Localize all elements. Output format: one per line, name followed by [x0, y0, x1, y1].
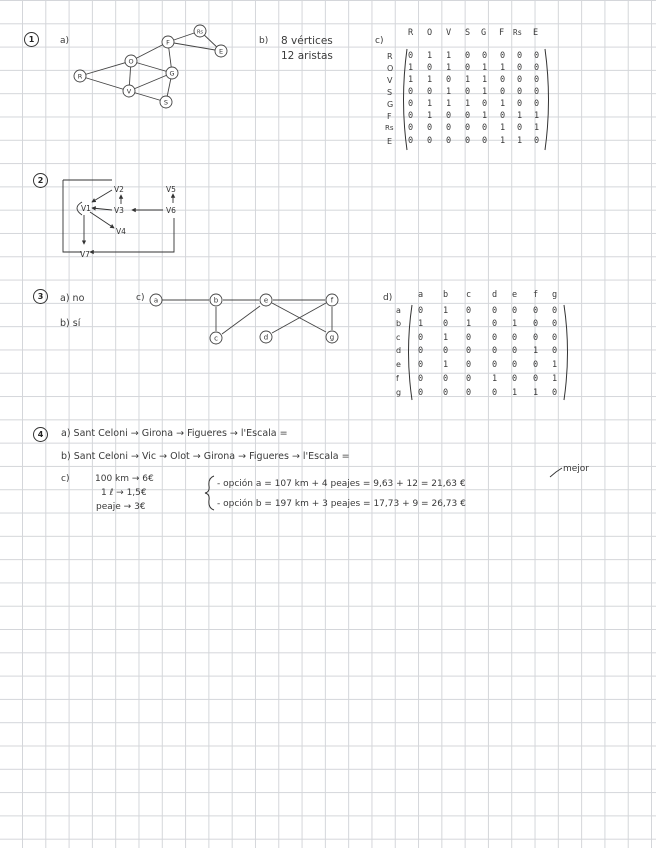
ex3-matrix-cell-2-4: 0	[512, 333, 518, 343]
ex4-route-b: b) Sant Celoni → Vic → Olot → Girona → Figueres → l'Escala =	[61, 451, 350, 462]
ex3-matrix-cell-4-6: 1	[552, 360, 558, 370]
ex1-node-label-E: E	[218, 47, 224, 56]
ex1-matrix-cell-0-5: 0	[500, 51, 506, 61]
ex3-matrix-cell-2-2: 0	[466, 333, 472, 343]
ex4-curly-brace	[205, 476, 214, 510]
ex3-matrix-cell-0-4: 0	[512, 306, 518, 316]
ex3-part-b-answer: b) sí	[60, 318, 81, 329]
ex2-node-v4: V4	[116, 227, 126, 236]
ex1-matrix-cell-7-2: 0	[446, 136, 452, 146]
ex3-col-header-b: b	[443, 290, 449, 300]
ex3-matrix-cell-5-5: 0	[533, 374, 539, 384]
ex1-matrix-cell-3-6: 0	[517, 87, 523, 97]
ex3-matrix-cell-3-5: 1	[533, 346, 539, 356]
ex1-matrix-cell-1-5: 1	[500, 63, 506, 73]
ex1-matrix-cell-0-4: 0	[482, 51, 488, 61]
ex1-matrix-cell-6-2: 0	[446, 123, 452, 133]
ex1-node-label-R: R	[77, 72, 83, 81]
ex1-matrix-cell-2-1: 1	[427, 75, 433, 85]
ex1-col-header-Rs: Rs	[513, 28, 523, 37]
ex3-matrix-cell-0-3: 0	[492, 306, 498, 316]
ex1-row-header-R: R	[387, 52, 393, 61]
ex1-matrix-cell-0-1: 1	[427, 51, 433, 61]
ex1-matrix-cell-2-4: 1	[482, 75, 488, 85]
ex3-row-header-f: f	[396, 374, 399, 383]
ex1-matrix-cell-5-2: 0	[446, 111, 452, 121]
ex3-matrix-cell-3-2: 0	[466, 346, 472, 356]
ex3-matrix-cell-3-3: 0	[492, 346, 498, 356]
ex3-matrix-cell-3-4: 0	[512, 346, 518, 356]
exercise-4-number: 4	[33, 427, 48, 442]
ex4-rate-litre-price: 1 ℓ → 1,5€	[101, 488, 147, 498]
ex4-route-a: a) Sant Celoni → Girona → Figueres → l'Escala =	[61, 428, 288, 439]
ex2-node-v2: V2	[114, 185, 124, 194]
ex3-matrix-cell-3-6: 0	[552, 346, 558, 356]
ex1-part-c-label: c)	[375, 36, 384, 46]
ex1-row-header-G: G	[387, 100, 394, 109]
ex1-matrix-cell-5-7: 1	[534, 111, 540, 121]
ex1-matrix-cell-3-0: 0	[408, 87, 414, 97]
ex1-matrix-cell-5-0: 0	[408, 111, 414, 121]
ex1-matrix-cell-6-0: 0	[408, 123, 414, 133]
ex1-col-header-F: F	[499, 28, 505, 38]
ex1-matrix-cell-4-2: 1	[446, 99, 452, 109]
ex3-matrix-cell-4-2: 0	[466, 360, 472, 370]
ex3-matrix-cell-0-6: 0	[552, 306, 558, 316]
ex1-matrix-cell-6-1: 0	[427, 123, 433, 133]
ex3-node-label-e: e	[263, 296, 269, 305]
ex1-row-header-O: O	[387, 64, 394, 73]
ex4-part-c-label: c)	[61, 474, 70, 484]
ex1-matrix-cell-7-7: 0	[534, 136, 540, 146]
ex3-matrix-cell-4-1: 1	[443, 360, 449, 370]
ex1-matrix-cell-0-3: 0	[465, 51, 471, 61]
ex4-checkmark-arrow	[550, 468, 562, 477]
ex1-col-header-G: G	[481, 28, 487, 38]
ex1-matrix-cell-3-5: 0	[500, 87, 506, 97]
ex3-matrix-cell-4-4: 0	[512, 360, 518, 370]
ex1-matrix-cell-5-5: 0	[500, 111, 506, 121]
ex3-matrix-cell-2-1: 1	[443, 333, 449, 343]
ex3-matrix-cell-2-5: 0	[533, 333, 539, 343]
ex2-node-v1: V1	[81, 204, 91, 213]
ex1-matrix-cell-4-6: 0	[517, 99, 523, 109]
ex1-row-header-S: S	[387, 88, 393, 97]
ex1-matrix-cell-4-5: 1	[500, 99, 506, 109]
ex3-matrix-cell-2-3: 0	[492, 333, 498, 343]
ex3-matrix-cell-0-5: 0	[533, 306, 539, 316]
ex1-matrix-cell-4-4: 0	[482, 99, 488, 109]
ex3-matrix-cell-5-1: 0	[443, 374, 449, 384]
ex1-matrix-cell-3-7: 0	[534, 87, 540, 97]
ex2-node-v7: V7	[80, 250, 90, 259]
ex3-matrix-cell-1-2: 1	[466, 319, 472, 329]
ex1-matrix-cell-6-5: 1	[500, 123, 506, 133]
ex1-matrix-cell-0-0: 0	[408, 51, 414, 61]
ex3-row-header-b: b	[396, 319, 402, 328]
ex1-matrix-cell-1-4: 1	[482, 63, 488, 73]
ex3-matrix-cell-3-0: 0	[418, 346, 424, 356]
ex1-col-header-E: E	[533, 28, 539, 38]
ex1-matrix-cell-2-6: 0	[517, 75, 523, 85]
ex3-matrix-cell-6-0: 0	[418, 388, 424, 398]
ex1-matrix-cell-1-0: 1	[408, 63, 414, 73]
ex1-matrix-cell-4-7: 0	[534, 99, 540, 109]
ex1-matrix-cell-7-5: 1	[500, 136, 506, 146]
ex3-matrix-cell-1-0: 1	[418, 319, 424, 329]
ex3-matrix-cell-3-1: 0	[443, 346, 449, 356]
ex4-option-a: - opción a = 107 km + 4 peajes = 9,63 + 12 = 21,63 €	[217, 479, 466, 489]
ex1-matrix-cell-4-3: 1	[465, 99, 471, 109]
ex1-matrix-cell-3-4: 1	[482, 87, 488, 97]
ex1-matrix-cell-6-6: 0	[517, 123, 523, 133]
ex3-matrix-cell-0-2: 0	[466, 306, 472, 316]
ex3-node-label-d: d	[263, 333, 269, 342]
ex1-node-label-Rs: Rs	[196, 29, 204, 36]
ex1-node-label-G: G	[169, 69, 175, 78]
exercise-2-number: 2	[33, 173, 48, 188]
ex3-matrix-cell-0-1: 1	[443, 306, 449, 316]
ex1-matrix-cell-2-3: 1	[465, 75, 471, 85]
ex3-row-header-g: g	[396, 388, 402, 397]
ex3-col-header-c: c	[466, 290, 472, 300]
ex1-row-header-E: E	[387, 137, 393, 146]
ex3-matrix-cell-6-3: 0	[492, 388, 498, 398]
ex3-col-header-g: g	[552, 290, 558, 300]
ex1-matrix-cell-1-6: 0	[517, 63, 523, 73]
ex1-part-a-label: a)	[60, 36, 70, 46]
ex1-row-header-V: V	[387, 76, 393, 85]
ex1-matrix-cell-6-3: 0	[465, 123, 471, 133]
ex4-rate-toll-price: peaje → 3€	[96, 502, 146, 512]
ex3-row-header-c: c	[396, 333, 401, 342]
ex1-matrix-cell-0-7: 0	[534, 51, 540, 61]
ex3-node-label-b: b	[213, 296, 219, 305]
ex2-node-v3: V3	[114, 206, 124, 215]
ex3-matrix-cell-1-5: 0	[533, 319, 539, 329]
ex1-matrix-cell-3-3: 0	[465, 87, 471, 97]
ex1-col-header-R: R	[408, 28, 414, 38]
ex1-matrix-cell-1-2: 1	[446, 63, 452, 73]
ex1-col-header-S: S	[465, 28, 471, 38]
ex1-col-header-V: V	[446, 28, 452, 38]
ex1-matrix-cell-4-0: 0	[408, 99, 414, 109]
ex3-col-header-f: f	[533, 290, 539, 300]
ex3-matrix-cell-5-4: 0	[512, 374, 518, 384]
ex3-matrix-cell-5-2: 0	[466, 374, 472, 384]
ex1-matrix-cell-2-5: 0	[500, 75, 506, 85]
ex4-rate-fuel-cost: 100 km → 6€	[95, 474, 154, 484]
ex3-matrix-cell-1-6: 0	[552, 319, 558, 329]
ex1-row-header-Rs: Rs	[385, 124, 394, 132]
ex3-matrix-cell-6-4: 1	[512, 388, 518, 398]
ex1-matrix-cell-1-7: 0	[534, 63, 540, 73]
ex2-node-v6: V6	[166, 206, 176, 215]
ex3-row-header-d: d	[396, 346, 402, 355]
ex3-row-header-a: a	[396, 306, 401, 315]
ex1-matrix-cell-2-0: 1	[408, 75, 414, 85]
ex3-matrix-cell-1-1: 0	[443, 319, 449, 329]
ex1-matrix-cell-3-2: 1	[446, 87, 452, 97]
ex3-matrix-cell-6-6: 0	[552, 388, 558, 398]
ex3-part-d-label: d)	[383, 293, 393, 303]
ex3-matrix-cell-2-6: 0	[552, 333, 558, 343]
ex1-node-label-S: S	[163, 98, 169, 107]
ex1-matrix-cell-1-3: 0	[465, 63, 471, 73]
ex1-matrix-cell-0-6: 0	[517, 51, 523, 61]
ex1-matrix-cell-2-7: 0	[534, 75, 540, 85]
ex1-matrix-cell-7-3: 0	[465, 136, 471, 146]
ex3-col-header-d: d	[492, 290, 498, 300]
ex3-matrix-cell-4-3: 0	[492, 360, 498, 370]
ex3-matrix-cell-0-0: 0	[418, 306, 424, 316]
ex1-matrix-cell-1-1: 0	[427, 63, 433, 73]
ex3-matrix-cell-1-3: 0	[492, 319, 498, 329]
ex3-node-label-a: a	[153, 296, 159, 305]
ex3-matrix-cell-1-4: 1	[512, 319, 518, 329]
ex1-matrix-cell-2-2: 0	[446, 75, 452, 85]
ex1-matrix-cell-7-4: 0	[482, 136, 488, 146]
ex3-matrix-cell-5-6: 1	[552, 374, 558, 384]
ex1-matrix-cell-7-1: 0	[427, 136, 433, 146]
ex3-node-label-g: g	[329, 333, 335, 342]
ex3-row-header-e: e	[396, 360, 401, 369]
ex1-matrix-cell-7-0: 0	[408, 136, 414, 146]
ex1-vertices-text: 8 vértices	[281, 35, 333, 47]
ex4-best-note: mejor	[563, 464, 590, 474]
ex3-col-header-a: a	[418, 290, 424, 300]
ex3-matrix-cell-6-2: 0	[466, 388, 472, 398]
ex3-node-label-c: c	[214, 334, 218, 343]
ex1-edges-text: 12 aristas	[281, 50, 333, 62]
ex3-matrix-cell-5-0: 0	[418, 374, 424, 384]
ex3-matrix-cell-4-5: 0	[533, 360, 539, 370]
ex3-matrix-cell-2-0: 0	[418, 333, 424, 343]
ex3-matrix-cell-5-3: 1	[492, 374, 498, 384]
ex1-part-b-label: b)	[259, 36, 269, 46]
ex1-col-header-O: O	[427, 28, 433, 38]
ex1-matrix-cell-6-7: 1	[534, 123, 540, 133]
ex1-matrix-cell-5-1: 1	[427, 111, 433, 121]
exercise-3-number: 3	[33, 289, 48, 304]
ex1-node-label-V: V	[126, 87, 132, 96]
ex1-matrix-cell-5-6: 1	[517, 111, 523, 121]
ex2-node-v5: V5	[166, 185, 176, 194]
ex3-matrix-cell-4-0: 0	[418, 360, 424, 370]
ex3-node-label-f: f	[330, 296, 334, 305]
ex1-matrix-cell-0-2: 1	[446, 51, 452, 61]
ex1-matrix-cell-6-4: 0	[482, 123, 488, 133]
ex1-matrix-cell-4-1: 1	[427, 99, 433, 109]
ex4-option-b: - opción b = 197 km + 3 peajes = 17,73 + 9 = 26,73 €	[217, 499, 466, 509]
ex3-matrix-cell-6-1: 0	[443, 388, 449, 398]
ex1-node-label-O: O	[128, 57, 134, 66]
ex3-col-header-e: e	[512, 290, 518, 300]
ex1-matrix-cell-5-3: 0	[465, 111, 471, 121]
exercise-1-number: 1	[24, 32, 39, 47]
ex3-part-c-label: c)	[136, 293, 145, 303]
ex1-node-label-F: F	[166, 38, 170, 47]
ex1-matrix-cell-7-6: 1	[517, 136, 523, 146]
ex1-row-header-F: F	[387, 112, 392, 121]
ex3-matrix-cell-6-5: 1	[533, 388, 539, 398]
ex1-matrix-cell-5-4: 1	[482, 111, 488, 121]
ex3-part-a-answer: a) no	[60, 293, 85, 304]
ex1-matrix-cell-3-1: 0	[427, 87, 433, 97]
